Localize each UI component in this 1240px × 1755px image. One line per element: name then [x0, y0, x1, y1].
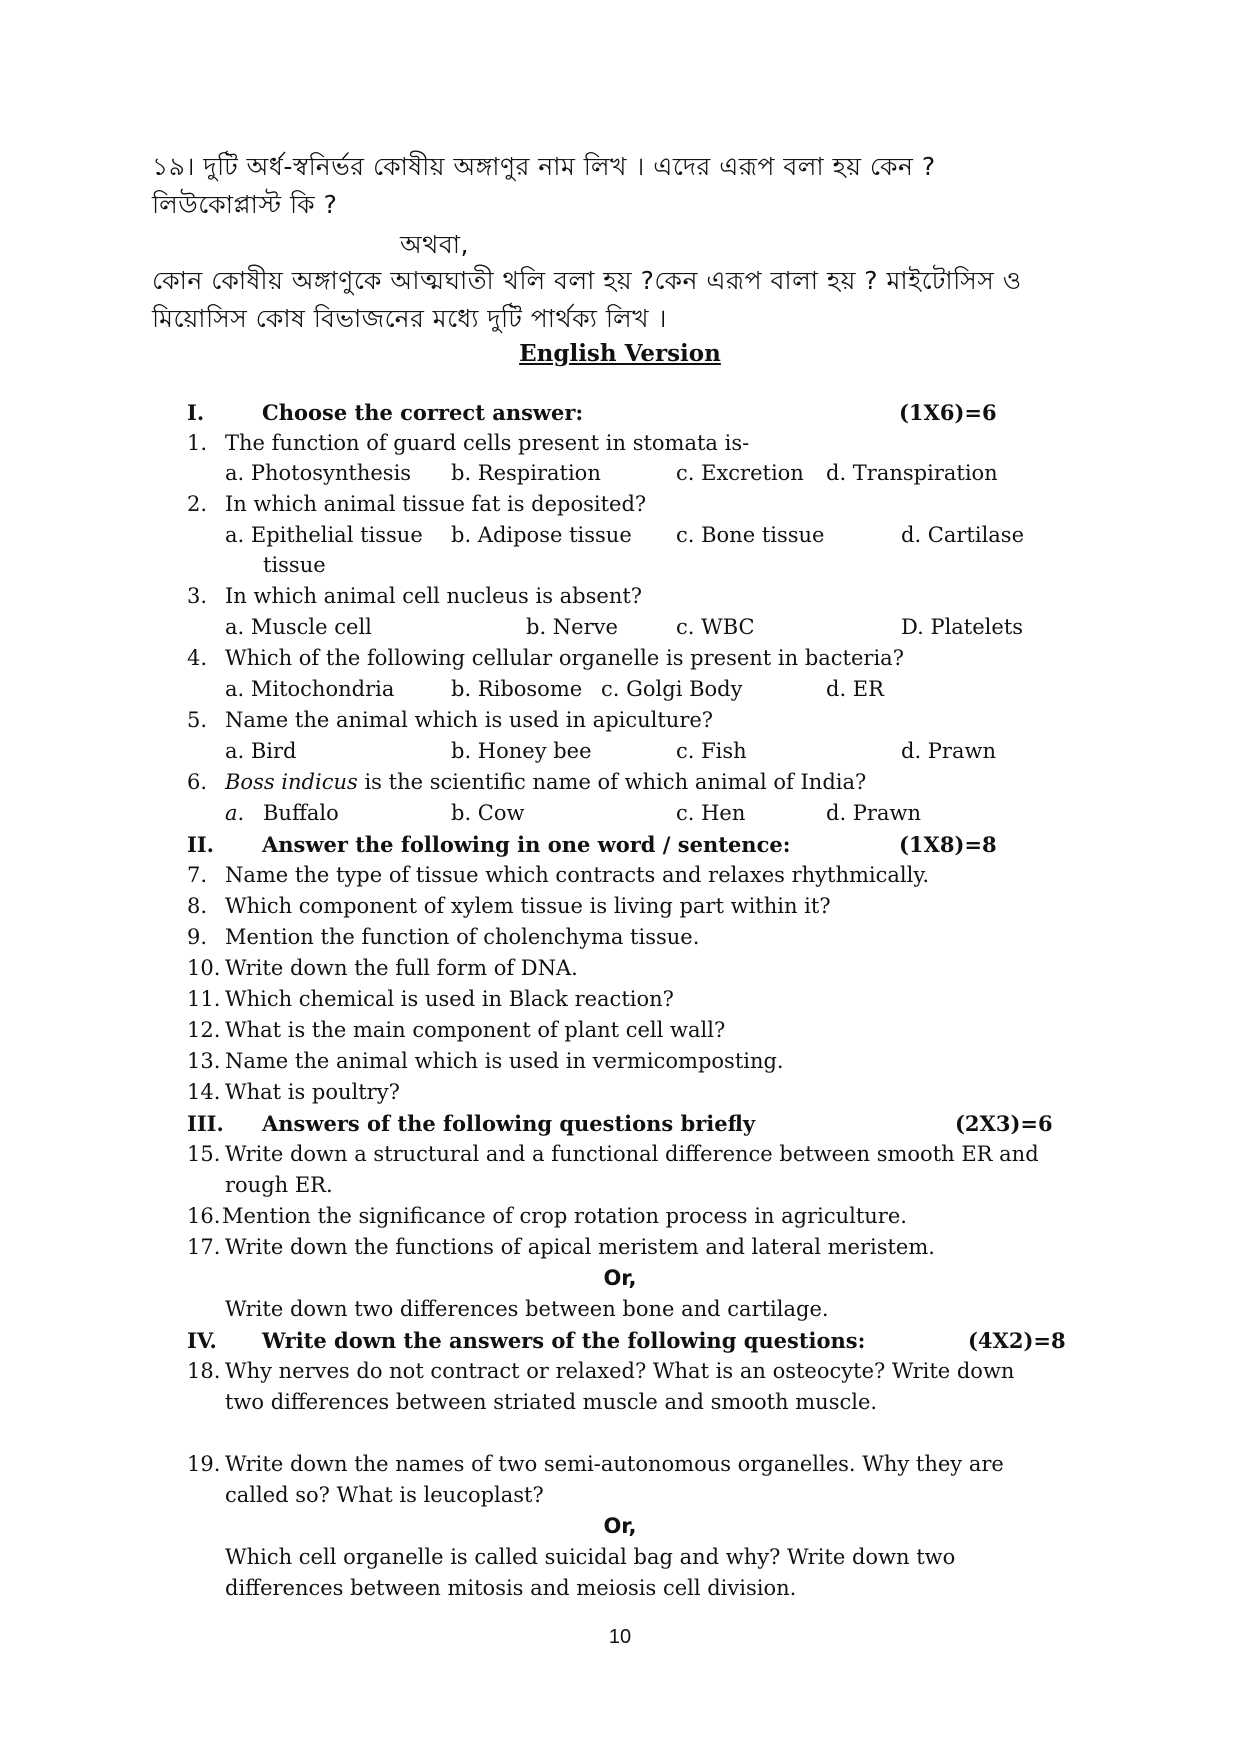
section-heading-4: IV. Write down the answers of the following questions: (4X2)=8 [187, 1328, 1066, 1353]
bengali-alt-line1: কোন কোষীয় অঙ্গাণুকে আত্মঘাতী থলি বলা হয় ?কেন এরূপ বালা হয় ? মাইটোসিস ও [152, 266, 1022, 295]
question-15-cont: rough ER. [225, 1173, 333, 1197]
marks-label: (1X8)=8 [899, 832, 997, 857]
question-10: 10. Write down the full form of DNA. [187, 956, 578, 980]
bengali-or: অথবা, [400, 230, 469, 259]
question-9: 9. Mention the function of cholenchyma tissue. [187, 925, 700, 949]
question-3: 3. In which animal cell nucleus is absent? [187, 584, 643, 608]
section-title: English Version [519, 340, 721, 367]
question-16: 16. Mention the significance of crop rotation process in agriculture. [187, 1204, 907, 1228]
question-6: 6. Boss indicus is the scientific name of which animal of India? [187, 770, 867, 794]
question-17-alt: Write down two differences between bone and cartilage. [225, 1297, 829, 1321]
question-19-alt-line2: differences between mitosis and meiosis cell division. [225, 1576, 797, 1600]
question-15: 15. Write down a structural and a functional difference between smooth ER and [187, 1142, 1039, 1166]
marks-label: (1X6)=6 [899, 400, 997, 425]
question-4: 4. Which of the following cellular organelle is present in bacteria? [187, 646, 904, 670]
or-label: Or, [603, 1266, 637, 1290]
question-18-cont: two differences between striated muscle and smooth muscle. [225, 1390, 878, 1414]
question-18: 18. Why nerves do not contract or relaxed? What is an osteocyte? Write down [187, 1359, 1015, 1383]
options-1: a. Photosynthesis b. Respiration c. Excretion d. Transpiration [225, 461, 998, 485]
scientific-name: Boss indicus [225, 770, 358, 794]
section-heading-2: II. Answer the following in one word / sentence: (1X8)=8 [187, 832, 997, 857]
question-2: 2. In which animal tissue fat is deposited? [187, 492, 647, 516]
options-2: a. Epithelial tissue b. Adipose tissue c. Bone tissue d. Cartilase [225, 523, 1025, 547]
options-3: a. Muscle cell b. Nerve c. WBC D. Platelets [225, 615, 1024, 639]
question-5: 5. Name the animal which is used in apiculture? [187, 708, 714, 732]
options-5: a. Bird b. Honey bee c. Fish d. Prawn [225, 739, 996, 763]
question-13: 13. Name the animal which is used in vermicomposting. [187, 1049, 784, 1073]
question-19-alt-line1: Which cell organelle is called suicidal bag and why? Write down two [225, 1545, 956, 1569]
question-17: 17. Write down the functions of apical meristem and lateral meristem. [187, 1235, 935, 1259]
bengali-q19-line2: লিউকোপ্লাস্ট কি ? [152, 190, 338, 219]
page-number: 10 [608, 1626, 632, 1648]
question-14: 14. What is poultry? [187, 1080, 400, 1104]
question-19-cont: called so? What is leucoplast? [225, 1483, 544, 1507]
section-heading-3: III. Answers of the following questions briefly (2X3)=6 [187, 1111, 1053, 1136]
question-12: 12. What is the main component of plant cell wall? [187, 1018, 726, 1042]
question-1: 1. The function of guard cells present in stomata is- [187, 431, 750, 455]
question-8: 8. Which component of xylem tissue is living part within it? [187, 894, 831, 918]
question-19: 19. Write down the names of two semi-autonomous organelles. Why they are [187, 1452, 1004, 1476]
options-4: a. Mitochondria b. Ribosome c. Golgi Body d. ER [225, 677, 884, 701]
or-label: Or, [603, 1514, 637, 1538]
options-2-cont: tissue [263, 553, 326, 577]
bengali-alt-line2: মিয়োসিস কোষ বিভাজনের মধ্যে দুটি পার্থক্য লিখ । [152, 304, 667, 333]
marks-label: (4X2)=8 [968, 1328, 1066, 1353]
marks-label: (2X3)=6 [955, 1111, 1053, 1136]
section-heading-1: I. Choose the correct answer: (1X6)=6 [187, 400, 997, 425]
bengali-q19-line1: ১৯। দুটি অর্ধ-স্বনির্ভর কোষীয় অঙ্গাণুর নাম লিখ । এদের এরূপ বলা হয় কেন ? [152, 152, 936, 181]
question-7: 7. Name the type of tissue which contracts and relaxes rhythmically. [187, 863, 930, 887]
options-6: a. Buffalo b. Cow c. Hen d. Prawn [225, 801, 921, 825]
question-11: 11. Which chemical is used in Black reaction? [187, 987, 674, 1011]
